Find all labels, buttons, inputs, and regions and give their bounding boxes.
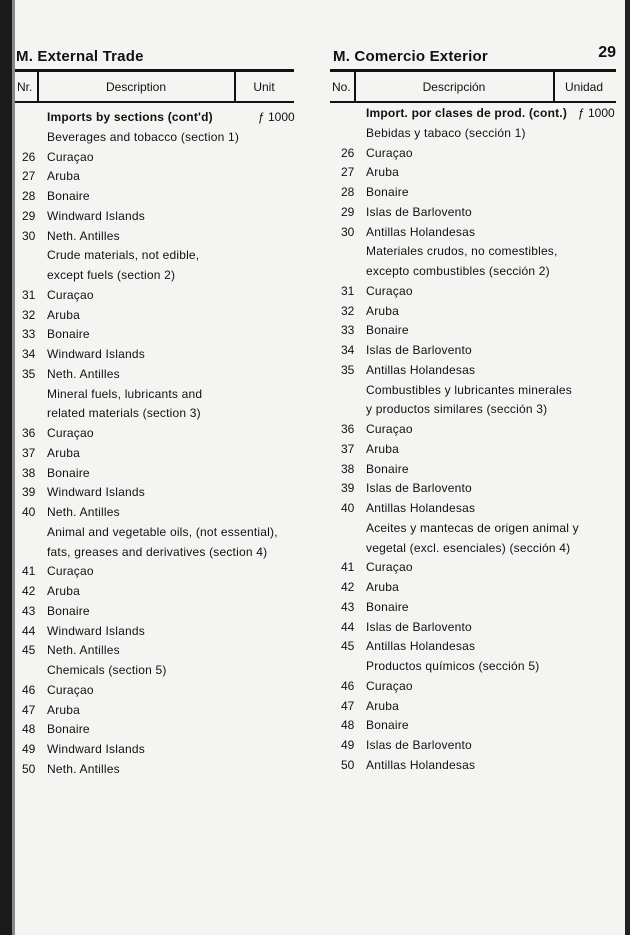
left-row-description: Neth. Antilles [47, 761, 120, 776]
left-section-heading: Animal and vegetable oils, (not essential), [47, 524, 278, 539]
left-row-description: Curaçao [47, 149, 94, 164]
right-section-heading: Productos químicos (sección 5) [366, 659, 540, 673]
right-row-description: Antillas Holandesas [366, 501, 476, 515]
left-row-description: Bonaire [47, 465, 90, 480]
right-row-number: 45 [341, 639, 355, 654]
left-row-description: Aruba [47, 445, 81, 460]
right-section-heading: Aceites y mantecas de origen animal y [366, 520, 579, 535]
left-row-number: 39 [22, 485, 36, 500]
right-row-number: 40 [341, 501, 355, 515]
right-row-description: Curaçao [366, 145, 413, 160]
right-row-number: 41 [341, 560, 355, 575]
right-row-number: 50 [341, 757, 355, 772]
right-row-description: Antillas Holandesas [366, 757, 476, 772]
right-row-description: Antillas Holandesas [366, 362, 476, 377]
right-row-description: Curaçao [366, 560, 413, 575]
right-section-heading: Combustibles y lubricantes minerales [366, 382, 572, 397]
right-row-description: Antillas Holandesas [366, 224, 476, 239]
right-row-number: 38 [341, 461, 355, 476]
left-header-nr: Nr. [17, 80, 33, 94]
left-row-number: 30 [22, 228, 36, 243]
right-row-number: 31 [341, 283, 355, 298]
right-row-description: Islas de Barlovento [366, 738, 472, 752]
right-row-description: Aruba [366, 441, 400, 456]
left-row-number: 35 [22, 366, 36, 381]
right-row-number: 29 [341, 204, 355, 219]
right-section-heading: vegetal (excl. esenciales) (sección 4) [366, 540, 571, 555]
right-row-number: 32 [341, 303, 355, 318]
right-row-description: Aruba [366, 580, 400, 594]
page-right-edge [625, 0, 630, 935]
left-row-description: Curaçao [47, 564, 94, 579]
right-row-description: Bonaire [366, 323, 409, 338]
right-row-description: Aruba [366, 165, 400, 180]
right-row-number: 39 [341, 481, 355, 496]
left-row-number: 34 [22, 347, 36, 361]
left-row-description: Bonaire [47, 722, 90, 737]
left-row-description: Curaçao [47, 426, 94, 440]
left-row-number: 37 [22, 445, 36, 460]
left-section-heading: except fuels (section 2) [47, 268, 176, 282]
left-row-number: 32 [22, 307, 36, 322]
left-row-description: Curaçao [47, 287, 94, 302]
right-row-description: Bonaire [366, 185, 409, 199]
right-row-number: 28 [341, 185, 355, 199]
right-header-unit: Unidad [564, 80, 604, 94]
right-row-description: Bonaire [366, 599, 409, 614]
left-row-description: Neth. Antilles [47, 228, 120, 243]
right-row-number: 49 [341, 738, 355, 752]
left-row-number: 31 [22, 287, 36, 302]
left-row-description: Windward Islands [47, 347, 145, 361]
left-row-number: 40 [22, 505, 36, 519]
right-row-number: 48 [341, 718, 355, 733]
right-row-description: Aruba [366, 698, 400, 713]
left-header-unit: Unit [253, 80, 275, 94]
left-row-description: Bonaire [47, 603, 90, 618]
right-section-heading: Materiales crudos, no comestibles, [366, 244, 558, 259]
left-row-number: 38 [22, 465, 36, 480]
right-header-rule [330, 69, 616, 72]
right-row-number: 36 [341, 422, 355, 436]
left-section-heading: Crude materials, not edible, [47, 248, 200, 263]
left-row-number: 44 [22, 623, 36, 638]
left-row-number: 47 [22, 702, 36, 717]
left-row-description: Windward Islands [47, 623, 145, 638]
right-row-number: 26 [341, 145, 355, 160]
left-row-number: 29 [22, 208, 36, 223]
right-section-heading: Bebidas y tabaco (sección 1) [366, 125, 526, 140]
left-row-description: Neth. Antilles [47, 366, 120, 381]
left-row-number: 42 [22, 584, 36, 598]
right-row-description: Islas de Barlovento [366, 343, 472, 357]
right-row-description: Islas de Barlovento [366, 619, 472, 634]
right-row-description: Curaçao [366, 283, 413, 298]
left-header-underline [15, 101, 294, 103]
left-row-description: Windward Islands [47, 742, 145, 756]
left-row-number: 33 [22, 327, 36, 342]
left-row-number: 50 [22, 761, 36, 776]
right-row-description: Curaçao [366, 678, 413, 693]
left-header-description: Description [105, 80, 167, 94]
left-row-description: Aruba [47, 702, 81, 717]
right-row-number: 44 [341, 619, 355, 634]
right-row-description: Bonaire [366, 461, 409, 476]
left-row-number: 46 [22, 682, 36, 697]
left-row-number: 43 [22, 603, 36, 618]
right-row-description: Aruba [366, 303, 400, 318]
left-row-number: 48 [22, 722, 36, 737]
right-row-description: Islas de Barlovento [366, 204, 472, 219]
right-row-description: Antillas Holandesas [366, 639, 476, 654]
right-unit-value: ƒ 1000 [578, 106, 615, 120]
left-row-description: Windward Islands [47, 208, 145, 223]
right-row-number: 35 [341, 362, 355, 377]
left-row-description: Aruba [47, 307, 81, 322]
right-section-heading: excepto combustibles (sección 2) [366, 264, 550, 278]
left-row-description: Curaçao [47, 682, 94, 697]
left-section-heading: Mineral fuels, lubricants and [47, 386, 203, 401]
right-title: M. Comercio Exterior [333, 48, 488, 65]
left-section-heading: fats, greases and derivatives (section 4) [47, 544, 268, 559]
page-binding-edge [0, 0, 12, 935]
right-section-heading: Import. por clases de prod. (cont.) [366, 106, 568, 120]
left-row-number: 26 [22, 149, 36, 164]
left-section-heading: Chemicals (section 5) [47, 663, 167, 677]
right-row-number: 43 [341, 599, 355, 614]
left-title: M. External Trade [16, 48, 144, 65]
right-row-number: 33 [341, 323, 355, 338]
right-row-number: 30 [341, 224, 355, 239]
page-number: 29 [598, 44, 616, 61]
left-row-description: Bonaire [47, 189, 90, 203]
right-header-description: Descripción [422, 80, 486, 94]
left-section-heading: related materials (section 3) [47, 406, 201, 421]
page-binding-shadow [12, 0, 15, 935]
right-header-no: No. [332, 80, 351, 94]
right-section-heading: y productos similares (sección 3) [366, 402, 548, 417]
left-row-description: Aruba [47, 169, 81, 184]
left-row-description: Bonaire [47, 327, 90, 342]
left-unit-value: ƒ 1000 [258, 110, 295, 124]
left-row-number: 28 [22, 189, 36, 203]
left-header-rule [15, 69, 294, 72]
right-row-description: Curaçao [366, 422, 413, 436]
right-row-description: Bonaire [366, 718, 409, 733]
right-row-number: 34 [341, 343, 355, 357]
left-row-number: 36 [22, 426, 36, 440]
left-row-number: 27 [22, 169, 36, 184]
left-row-number: 45 [22, 643, 36, 658]
left-row-number: 49 [22, 742, 36, 756]
left-row-number: 41 [22, 564, 36, 579]
left-section-heading: Beverages and tobacco (section 1) [47, 129, 240, 144]
left-row-description: Neth. Antilles [47, 505, 120, 519]
left-section-heading: Imports by sections (cont'd) [47, 110, 213, 124]
right-row-number: 47 [341, 698, 355, 713]
right-row-number: 46 [341, 678, 355, 693]
right-row-number: 37 [341, 441, 355, 456]
left-row-description: Windward Islands [47, 485, 145, 500]
right-row-number: 42 [341, 580, 355, 594]
left-row-description: Aruba [47, 584, 81, 598]
right-header-underline [330, 101, 616, 103]
right-row-number: 27 [341, 165, 355, 180]
right-row-description: Islas de Barlovento [366, 481, 472, 496]
left-row-description: Neth. Antilles [47, 643, 120, 658]
